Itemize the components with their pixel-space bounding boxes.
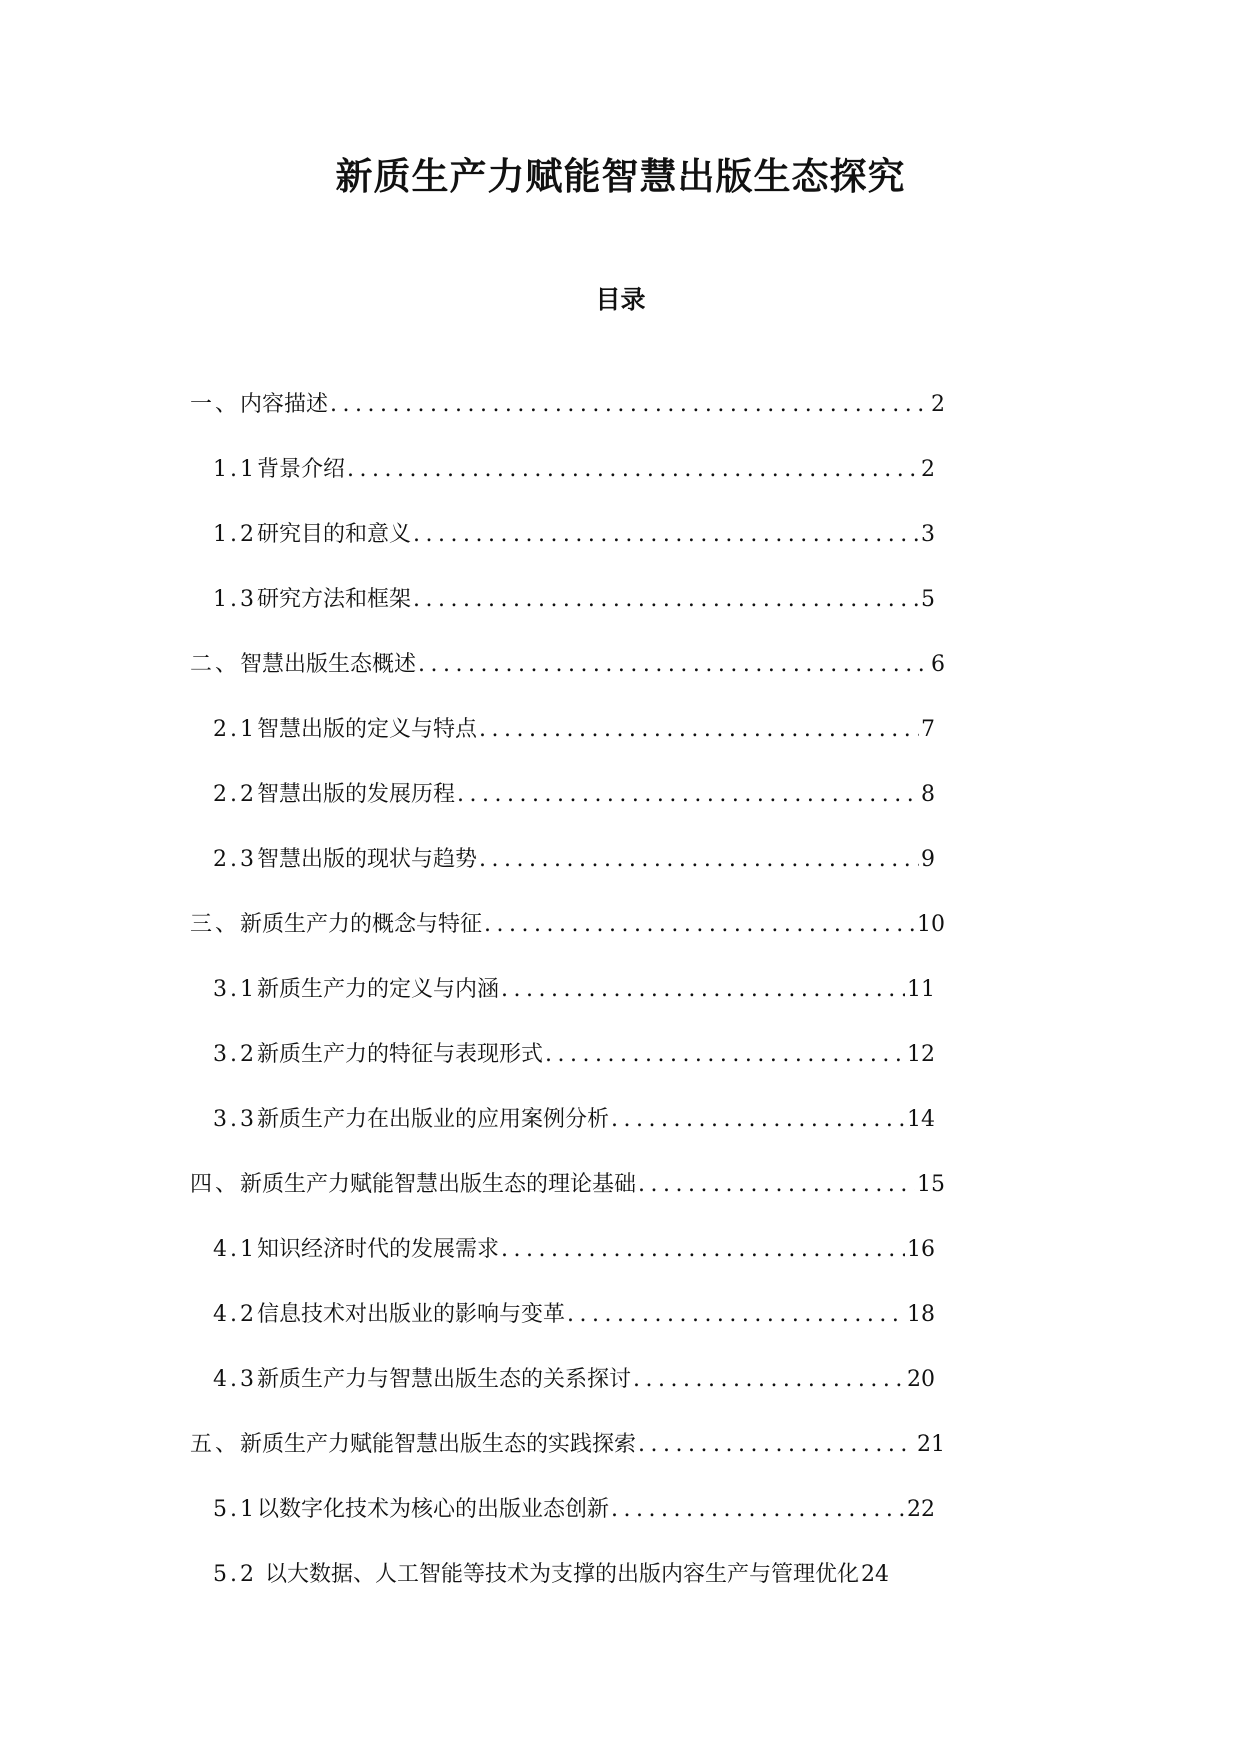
toc-entry-5-2[interactable] bbox=[213, 1558, 971, 1592]
toc-entry-number: 二、 bbox=[190, 652, 241, 677]
toc-entry-page-number: 8 bbox=[921, 782, 935, 807]
toc-entry-title: 研究方法和框架 bbox=[257, 587, 412, 612]
toc-entry-number: 1.2 bbox=[213, 522, 257, 547]
toc-entry-page-number: 3 bbox=[921, 522, 935, 547]
dot-leader bbox=[345, 453, 919, 487]
toc-entry-title: 新质生产力赋能智慧出版生态的理论基础 bbox=[240, 1172, 637, 1197]
toc-entry-number: 5.2 bbox=[213, 1562, 257, 1587]
toc-entry-4-2[interactable] bbox=[213, 1298, 935, 1332]
toc-entry-title: 智慧出版的现状与趋势 bbox=[257, 847, 478, 872]
toc-entry-1-1[interactable] bbox=[213, 453, 935, 487]
dot-leader bbox=[477, 843, 919, 877]
toc-entry-2-3[interactable] bbox=[213, 843, 935, 877]
toc-entry-2-2[interactable] bbox=[213, 778, 935, 812]
toc-heading: 目录 bbox=[595, 285, 646, 314]
toc-entry-page-number: 11 bbox=[907, 977, 935, 1002]
toc-entry-number: 2.1 bbox=[213, 717, 257, 742]
toc-entry-page-number: 2 bbox=[921, 457, 935, 482]
dot-leader bbox=[609, 1103, 905, 1137]
dot-leader bbox=[411, 583, 919, 617]
toc-entry-1-3[interactable] bbox=[213, 583, 935, 617]
toc-entry-title: 新质生产力与智慧出版生态的关系探讨 bbox=[257, 1367, 632, 1392]
toc-entry-section-5[interactable] bbox=[190, 1428, 945, 1462]
toc-entry-title: 以大数据、人工智能等技术为支撑的出版内容生产与管理优化 bbox=[265, 1562, 860, 1587]
toc-entry-4-3[interactable] bbox=[213, 1363, 935, 1397]
toc-entry-3-3[interactable] bbox=[213, 1103, 935, 1137]
toc-entry-title: 新质生产力在出版业的应用案例分析 bbox=[257, 1107, 610, 1132]
dot-leader bbox=[411, 518, 919, 552]
toc-entry-page-number: 2 bbox=[931, 392, 945, 417]
toc-entry-page-number: 5 bbox=[921, 587, 935, 612]
toc-entry-page-number: 14 bbox=[907, 1107, 935, 1132]
toc-entry-page-number: 6 bbox=[931, 652, 945, 677]
toc-entry-number: 四、 bbox=[190, 1172, 241, 1197]
toc-entry-title: 智慧出版的发展历程 bbox=[257, 782, 456, 807]
toc-entry-page-number: 10 bbox=[917, 912, 945, 937]
toc-entry-number: 3.2 bbox=[213, 1042, 257, 1067]
toc-entry-page-number: 12 bbox=[907, 1042, 935, 1067]
toc-entry-page-number: 7 bbox=[921, 717, 935, 742]
toc-entry-number: 3.3 bbox=[213, 1107, 257, 1132]
dot-leader bbox=[416, 648, 929, 682]
toc-entry-number: 5.1 bbox=[213, 1497, 257, 1522]
toc-entry-page-number: 21 bbox=[917, 1432, 945, 1457]
toc-entry-page-number: 20 bbox=[907, 1367, 935, 1392]
toc-entry-page-number: 18 bbox=[907, 1302, 935, 1327]
toc-entry-title: 新质生产力的特征与表现形式 bbox=[257, 1042, 544, 1067]
toc-entry-number: 4.1 bbox=[213, 1237, 257, 1262]
toc-entry-number: 3.1 bbox=[213, 977, 257, 1002]
toc-entry-number: 2.3 bbox=[213, 847, 257, 872]
toc-entry-page-number: 24 bbox=[861, 1562, 890, 1587]
dot-leader bbox=[477, 713, 919, 747]
dot-leader bbox=[455, 778, 919, 812]
toc-entry-4-1[interactable] bbox=[213, 1233, 935, 1267]
dot-leader bbox=[631, 1363, 905, 1397]
dot-leader bbox=[482, 908, 915, 942]
toc-entry-number: 4.3 bbox=[213, 1367, 257, 1392]
toc-entry-page-number: 9 bbox=[921, 847, 935, 872]
dot-leader bbox=[499, 973, 905, 1007]
toc-entry-number: 1.1 bbox=[213, 457, 257, 482]
toc-entry-number: 一、 bbox=[190, 392, 241, 417]
dot-leader bbox=[328, 388, 929, 422]
toc-entry-title: 新质生产力的定义与内涵 bbox=[257, 977, 500, 1002]
toc-entry-3-1[interactable] bbox=[213, 973, 935, 1007]
toc-entry-number: 4.2 bbox=[213, 1302, 257, 1327]
toc-entry-section-4[interactable] bbox=[190, 1168, 945, 1202]
toc-entry-section-1[interactable] bbox=[190, 388, 945, 422]
dot-leader bbox=[636, 1428, 915, 1462]
toc-entry-page-number: 16 bbox=[907, 1237, 935, 1262]
toc-entry-title: 以数字化技术为核心的出版业态创新 bbox=[257, 1497, 610, 1522]
toc-entry-title: 知识经济时代的发展需求 bbox=[257, 1237, 500, 1262]
dot-leader bbox=[543, 1038, 905, 1072]
toc-entry-title: 信息技术对出版业的影响与变革 bbox=[257, 1302, 566, 1327]
toc-entry-title: 研究目的和意义 bbox=[257, 522, 412, 547]
dot-leader bbox=[499, 1233, 905, 1267]
toc-entry-title: 内容描述 bbox=[240, 392, 329, 417]
document-title: 新质生产力赋能智慧出版生态探究 bbox=[335, 154, 906, 198]
toc-entry-title: 新质生产力的概念与特征 bbox=[240, 912, 483, 937]
toc-entry-page-number: 15 bbox=[917, 1172, 945, 1197]
toc-entry-number: 五、 bbox=[190, 1432, 241, 1457]
toc-entry-number: 三、 bbox=[190, 912, 241, 937]
toc-entry-title: 智慧出版的定义与特点 bbox=[257, 717, 478, 742]
toc-entry-section-3[interactable] bbox=[190, 908, 945, 942]
toc-entry-title: 背景介绍 bbox=[257, 457, 346, 482]
toc-entry-section-2[interactable] bbox=[190, 648, 945, 682]
toc-entry-3-2[interactable] bbox=[213, 1038, 935, 1072]
dot-leader bbox=[565, 1298, 905, 1332]
toc-entry-page-number: 22 bbox=[907, 1497, 935, 1522]
dot-leader bbox=[636, 1168, 915, 1202]
toc-entry-5-1[interactable] bbox=[213, 1493, 935, 1527]
toc-entry-number: 1.3 bbox=[213, 587, 257, 612]
toc-entry-2-1[interactable] bbox=[213, 713, 935, 747]
toc-entry-title: 新质生产力赋能智慧出版生态的实践探索 bbox=[240, 1432, 637, 1457]
toc-entry-title: 智慧出版生态概述 bbox=[240, 652, 417, 677]
toc-entry-1-2[interactable] bbox=[213, 518, 935, 552]
dot-leader bbox=[609, 1493, 905, 1527]
toc-entry-number: 2.2 bbox=[213, 782, 257, 807]
